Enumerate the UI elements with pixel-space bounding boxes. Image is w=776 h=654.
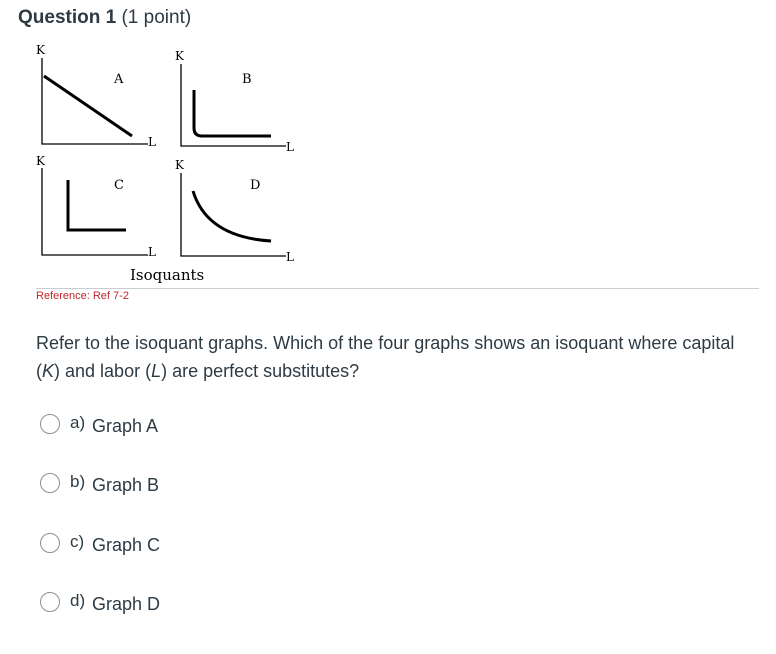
graph-d-l-label: L bbox=[286, 250, 294, 264]
graph-a-axes bbox=[42, 58, 148, 144]
isoquant-graphs-svg bbox=[30, 40, 300, 288]
isoquant-figure bbox=[30, 40, 300, 288]
prompt-l: L bbox=[151, 361, 162, 381]
reference-text: Reference: Ref 7-2 bbox=[36, 290, 129, 302]
answer-text-d: Graph D bbox=[92, 594, 161, 614]
graph-a-label: A bbox=[114, 72, 124, 87]
answer-letter-b: b) bbox=[70, 472, 86, 491]
graph-b-isoquant bbox=[194, 90, 271, 136]
graph-b-l-label: L bbox=[286, 140, 294, 154]
radio-button-a[interactable] bbox=[40, 414, 60, 434]
graph-d-axes bbox=[181, 173, 286, 256]
graph-a-k-label: K bbox=[36, 43, 45, 57]
graph-d-label: D bbox=[250, 178, 261, 193]
prompt-part-3: ) are perfect substitutes? bbox=[161, 361, 360, 381]
graph-c-label: C bbox=[114, 178, 124, 193]
prompt-part-2: ) and labor ( bbox=[54, 361, 152, 381]
radio-button-b[interactable] bbox=[40, 473, 60, 493]
divider bbox=[36, 288, 759, 289]
graph-a bbox=[36, 43, 156, 149]
radio-button-c[interactable] bbox=[40, 533, 60, 553]
graph-b bbox=[175, 49, 294, 154]
graph-d-isoquant bbox=[193, 191, 271, 241]
graph-a-l-label: L bbox=[148, 135, 156, 149]
graph-b-label: B bbox=[242, 72, 252, 87]
answer-letter-c: c) bbox=[70, 532, 85, 551]
graph-d-k-label: K bbox=[175, 158, 184, 172]
answer-text-a: Graph A bbox=[92, 416, 159, 436]
question-prompt bbox=[36, 329, 736, 385]
question-header bbox=[18, 6, 191, 30]
question-title: Question 1 bbox=[18, 7, 117, 28]
figure-caption: Isoquants bbox=[130, 266, 205, 284]
answer-letter-a: a) bbox=[70, 413, 86, 432]
prompt-part-1: Refer to the isoquant graphs. Which of the four graphs shows an isoquant where capital ( bbox=[36, 333, 735, 381]
radio-button-d[interactable] bbox=[40, 592, 60, 612]
answer-letter-d: d) bbox=[70, 591, 86, 610]
answer-text-c: Graph C bbox=[92, 535, 161, 555]
graph-b-k-label: K bbox=[175, 49, 184, 63]
graph-c-l-label: L bbox=[148, 245, 156, 259]
graph-d bbox=[175, 158, 294, 264]
prompt-k: K bbox=[42, 361, 55, 381]
graph-c-axes bbox=[42, 168, 148, 255]
graph-c-k-label: K bbox=[36, 154, 45, 168]
graph-c bbox=[36, 154, 156, 259]
question-points: (1 point) bbox=[121, 7, 192, 28]
answer-text-b: Graph B bbox=[92, 475, 160, 495]
